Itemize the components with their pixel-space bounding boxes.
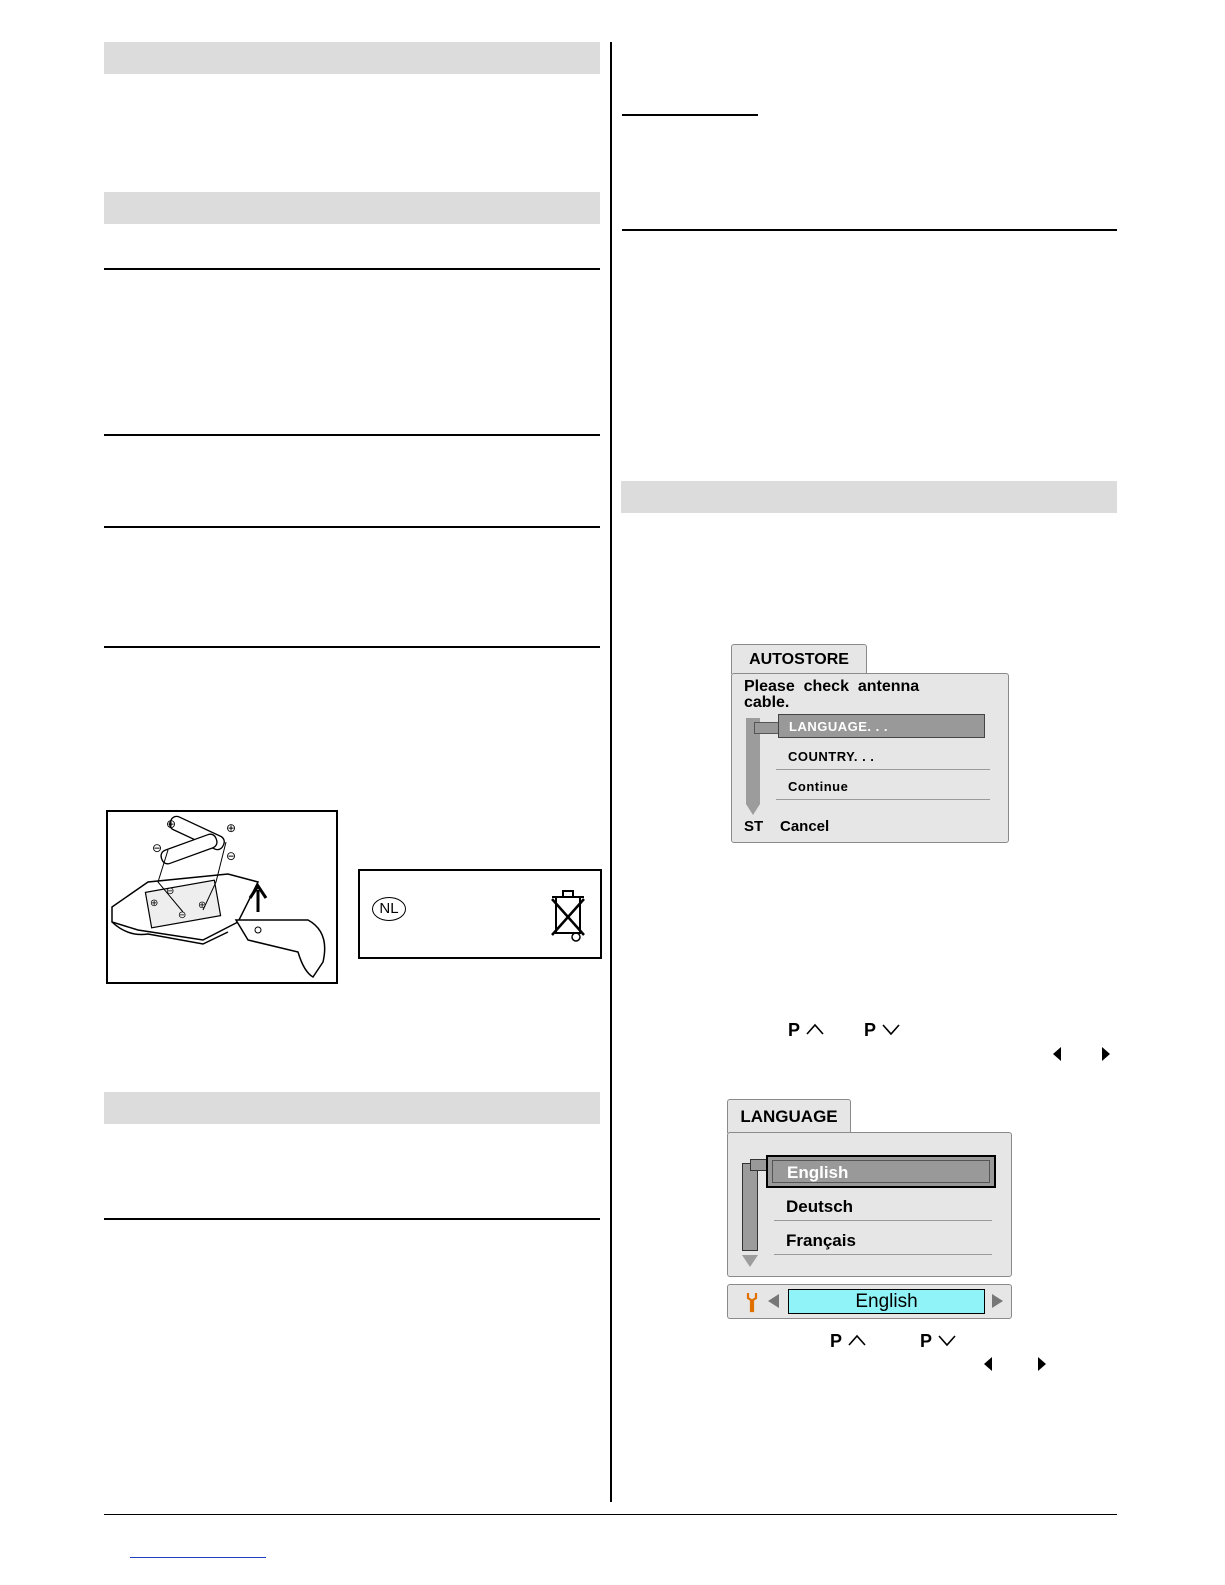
language-option-francais[interactable] (774, 1227, 992, 1255)
menu-item-country[interactable] (776, 746, 990, 770)
section-header-bar-2 (104, 192, 600, 224)
divider-rule (104, 434, 600, 436)
autostore-message-line1: Please check antenna (744, 678, 920, 695)
battery-disposal-notice (358, 869, 602, 959)
left-arrow-icon (1053, 1047, 1061, 1061)
language-value-bar (727, 1284, 1012, 1319)
right-arrow-icon (1102, 1047, 1110, 1061)
cancel-key-label: ST (744, 818, 764, 835)
chevron-down-icon (881, 1022, 901, 1036)
svg-text:⊖: ⊖ (226, 849, 237, 863)
menu-item-label: COUNTRY. . . (788, 749, 875, 764)
divider-rule (104, 268, 600, 270)
divider-rule (104, 1218, 600, 1220)
svg-text:⊕: ⊕ (150, 898, 159, 909)
svg-text:⊖: ⊖ (178, 910, 187, 921)
language-option-label: English (787, 1163, 849, 1182)
wrench-icon (746, 1291, 758, 1313)
menu-item-language[interactable] (778, 714, 985, 738)
autostore-tab-label: AUTOSTORE (749, 651, 849, 668)
left-arrow-icon (984, 1357, 992, 1371)
column-separator (610, 42, 612, 1502)
section-header-bar-3 (104, 1092, 600, 1124)
value-left-arrow-icon[interactable] (768, 1294, 779, 1308)
svg-text:⊕: ⊕ (226, 821, 237, 835)
p-down-key: P (920, 1331, 957, 1352)
language-value-field[interactable]: English (788, 1289, 985, 1314)
autostore-message-line2: cable. (744, 694, 790, 711)
crossed-bin-icon (548, 887, 588, 943)
language-scrollbar[interactable] (742, 1163, 758, 1251)
menu-item-label: Continue (788, 779, 849, 794)
p-down-key: P (864, 1020, 901, 1041)
language-option-label: Deutsch (786, 1197, 854, 1216)
selection-connector (754, 722, 781, 734)
chevron-down-icon (937, 1333, 957, 1347)
scroll-down-icon (742, 1255, 758, 1267)
right-arrow-icon (1038, 1357, 1046, 1371)
short-underline (622, 114, 758, 116)
section-header-bar-4 (621, 481, 1117, 513)
svg-text:⊕: ⊕ (166, 817, 177, 831)
svg-text:⊖: ⊖ (166, 886, 175, 897)
cancel-button[interactable]: Cancel (780, 818, 830, 835)
language-tab-label: LANGUAGE (740, 1107, 838, 1126)
language-option-deutsch[interactable] (774, 1193, 992, 1221)
value-right-arrow-icon[interactable] (992, 1294, 1003, 1308)
autostore-panel (731, 673, 1009, 843)
country-code-badge: NL (372, 897, 406, 921)
battery-insertion-illustration (106, 810, 338, 984)
menu-item-label: LANGUAGE. . . (789, 719, 888, 734)
footer-link-underline (130, 1557, 266, 1558)
chevron-up-icon (847, 1333, 867, 1347)
autostore-tab (731, 644, 867, 674)
svg-text:⊖: ⊖ (152, 841, 163, 855)
divider-rule (104, 526, 600, 528)
divider-rule (104, 646, 600, 648)
footer-rule (104, 1514, 1117, 1515)
p-up-key: P (830, 1331, 867, 1352)
svg-text:⊕: ⊕ (198, 900, 207, 911)
chevron-up-icon (805, 1022, 825, 1036)
language-option-english[interactable] (766, 1155, 996, 1188)
language-tab (727, 1099, 851, 1133)
remote-battery-icon (108, 812, 336, 982)
menu-item-continue[interactable] (776, 776, 990, 800)
section-header-bar-1 (104, 42, 600, 74)
language-panel (727, 1132, 1012, 1277)
divider-rule (622, 229, 1117, 231)
scroll-down-icon (746, 804, 760, 815)
p-up-key: P (788, 1020, 825, 1041)
language-option-label: Français (786, 1231, 856, 1250)
